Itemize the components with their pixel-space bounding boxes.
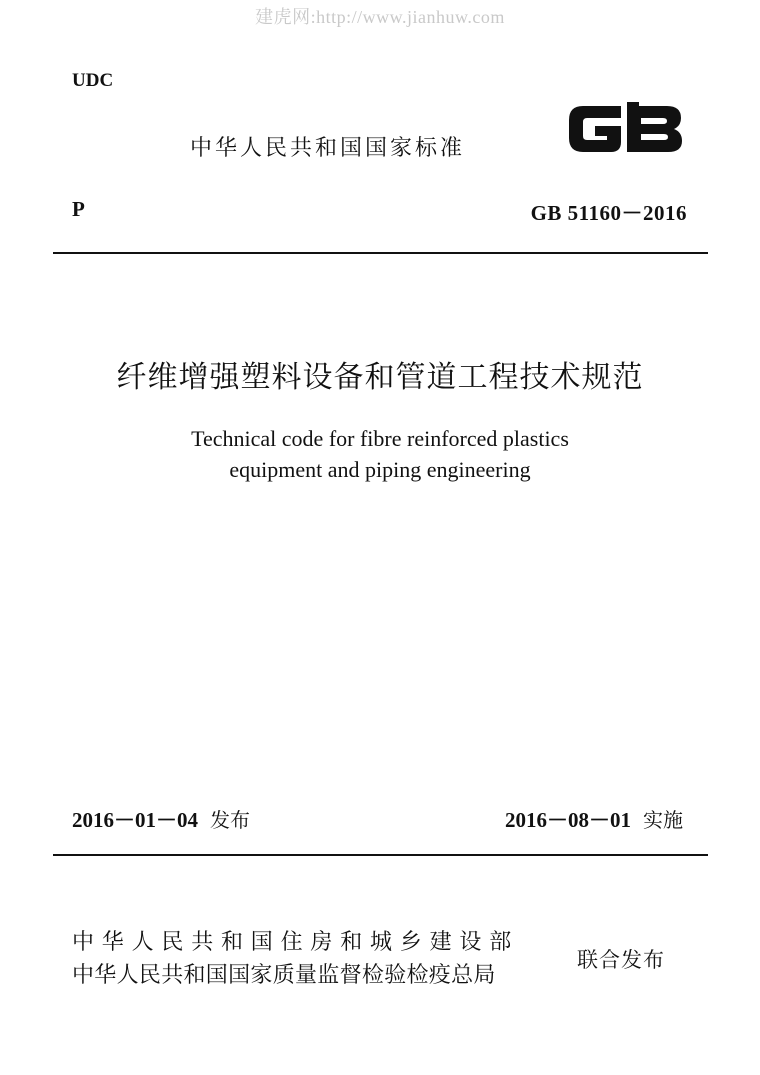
- issue-info: [72, 804, 250, 834]
- divider-bottom: [53, 854, 708, 856]
- issue-label: 发布: [210, 808, 250, 832]
- classification-code: P: [72, 197, 85, 221]
- issuer-mohurd: 中华人民共和国住房和城乡建设部: [72, 930, 520, 955]
- implement-info: [505, 804, 683, 834]
- implement-label: 实施: [643, 808, 683, 832]
- udc-label: UDC: [72, 70, 114, 91]
- divider-top: [53, 252, 708, 254]
- title-english-line-1: Technical code for fibre reinforced plastics: [191, 426, 569, 451]
- title-english-line-2: equipment and piping engineering: [229, 457, 531, 482]
- issuer-aqsiq: 中华人民共和国国家质量监督检验检疫总局: [72, 963, 496, 988]
- implement-date: 2016－08－01: [505, 808, 631, 832]
- gb-logo-icon: [563, 96, 687, 162]
- standard-number: GB 51160－2016: [530, 201, 687, 225]
- issue-date: 2016－01－04: [72, 808, 198, 832]
- title-chinese: 纤维增强塑料设备和管道工程技术规范: [116, 360, 644, 395]
- watermark: 建虎网:http://www.jianhuw.com: [255, 7, 505, 27]
- joint-issue-label: 联合发布: [577, 948, 665, 972]
- standard-type: 中华人民共和国国家标准: [190, 136, 466, 161]
- issuers: [72, 926, 519, 992]
- title-english: [0, 423, 760, 485]
